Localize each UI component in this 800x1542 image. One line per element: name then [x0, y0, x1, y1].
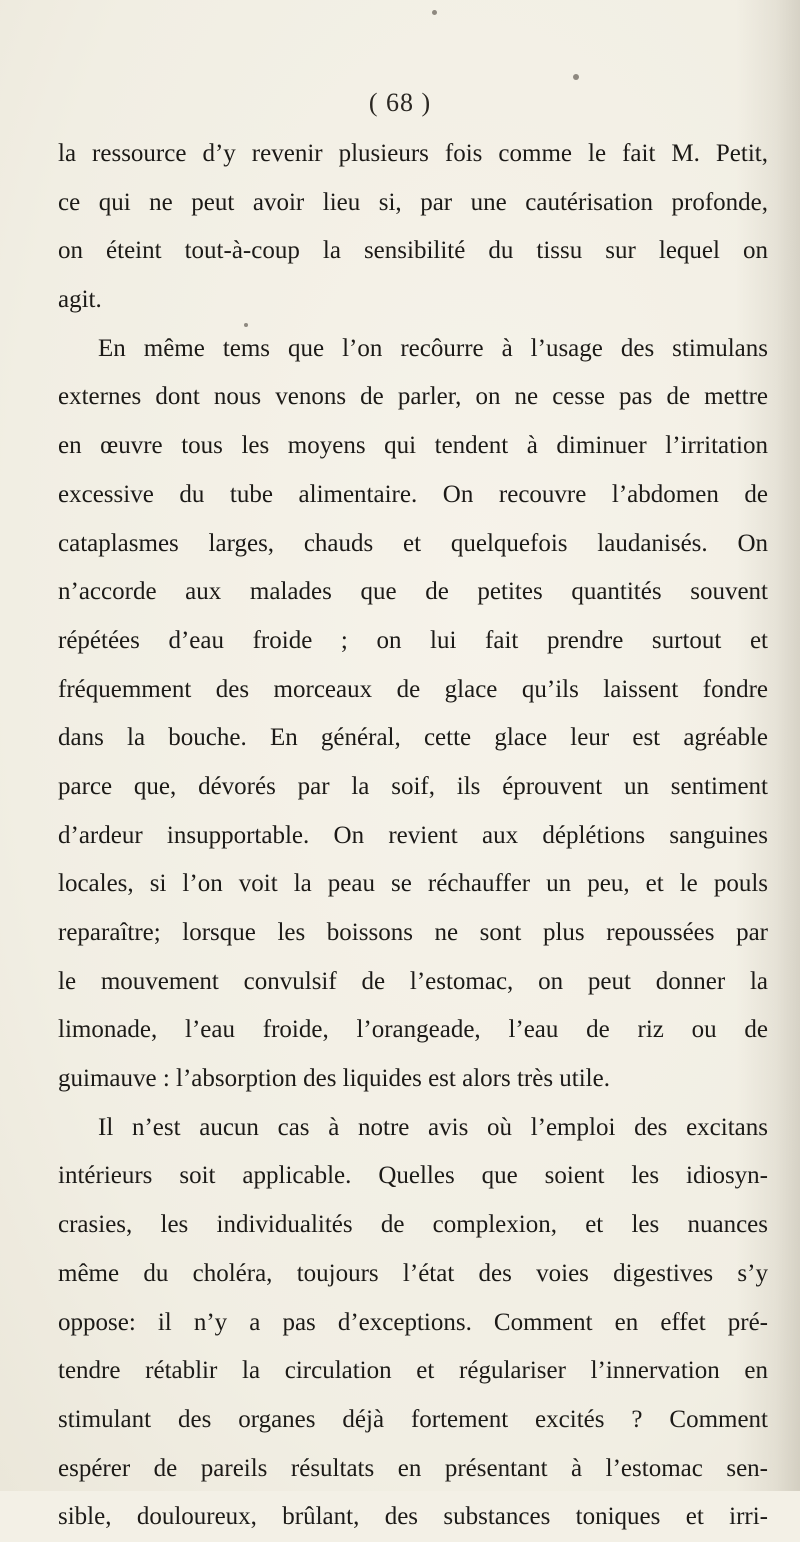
- text-line: parce que, dévorés par la soif, ils éprouvent un sentiment: [58, 772, 768, 800]
- text-line: stimulant des organes déjà fortement excités ? Comment: [58, 1405, 768, 1433]
- text-line: reparaître; lorsque les boissons ne sont plus repoussées par: [58, 919, 768, 946]
- text-line: même du choléra, toujours l’état des voies digestives s’y: [58, 1259, 768, 1287]
- text-line: sible, douloureux, brûlant, des substances toniques et irri-: [58, 1503, 768, 1531]
- text-line: Il n’est aucun cas à notre avis où l’emploi des excitans: [98, 1113, 768, 1141]
- text-line: crasies, les individualités de complexion, et les nuances: [58, 1211, 768, 1239]
- page-number: ( 68 ): [368, 88, 432, 117]
- ink-speck: [244, 323, 248, 327]
- text-line: n’accorde aux malades que de petites quantités souvent: [58, 578, 768, 606]
- ink-speck: [573, 74, 579, 80]
- text-line: agit.: [58, 286, 102, 314]
- text-line: espérer de pareils résultats en présentant à l’estomac sen-: [58, 1454, 768, 1482]
- text-line: intérieurs soit applicable. Quelles que soient les idiosyn-: [58, 1162, 768, 1190]
- text-line: tendre rétablir la circulation et régulariser l’innervation en: [58, 1357, 768, 1385]
- text-line: dans la bouche. En général, cette glace leur est agréable: [58, 724, 768, 752]
- text-line: externes dont nous venons de parler, on ne cesse pas de mettre: [58, 383, 768, 411]
- text-line: guimauve : l’absorption des liquides est alors très utile.: [58, 1065, 610, 1093]
- text-line: en œuvre tous les moyens qui tendent à diminuer l’irritation: [58, 432, 768, 460]
- ink-speck: [432, 10, 437, 15]
- text-line: En même tems que l’on recôurre à l’usage des stimulans: [98, 334, 768, 362]
- text-line: ce qui ne peut avoir lieu si, par une cautérisation profonde,: [58, 188, 768, 216]
- text-line: oppose: il n’y a pas d’exceptions. Comment en effet pré-: [58, 1308, 768, 1336]
- text-line: répétées d’eau froide ; on lui fait prendre surtout et: [58, 626, 768, 654]
- text-line: on éteint tout-à-coup la sensibilité du tissu sur lequel on: [58, 237, 768, 265]
- body-text: [58, 130, 768, 1542]
- text-line: fréquemment des morceaux de glace qu’ils laissent fondre: [58, 675, 768, 703]
- text-line: cataplasmes larges, chauds et quelquefois laudanisés. On: [58, 529, 768, 557]
- text-line: la ressource d’y revenir plusieurs fois comme le fait M. Petit,: [58, 140, 768, 167]
- text-line: locales, si l’on voit la peau se réchauffer un peu, et le pouls: [58, 870, 768, 898]
- text-line: d’ardeur insupportable. On revient aux déplétions sanguines: [58, 821, 768, 849]
- text-line: limonade, l’eau froide, l’orangeade, l’eau de riz ou de: [58, 1016, 768, 1044]
- text-line: excessive du tube alimentaire. On recouvre l’abdomen de: [58, 480, 768, 508]
- text-line: le mouvement convulsif de l’estomac, on peut donner la: [58, 967, 768, 995]
